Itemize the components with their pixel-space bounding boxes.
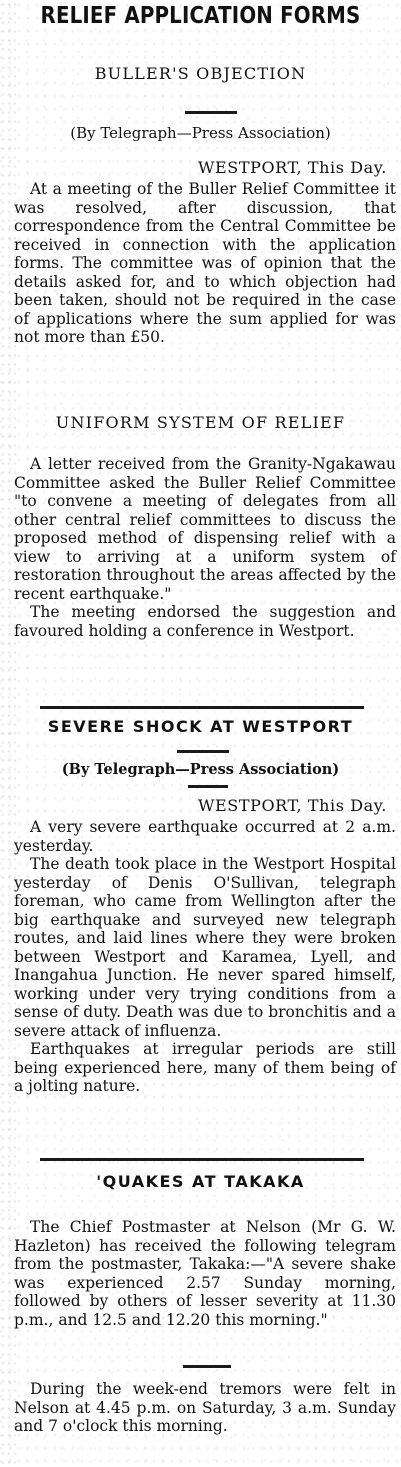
section-rule xyxy=(177,750,229,753)
press-credit: (By Telegraph—Press Association) xyxy=(61,761,340,778)
section-rule xyxy=(185,111,237,114)
paragraph: The meeting endorsed the suggestion and favoured holding a conference in Westport. xyxy=(14,603,396,640)
article-title: RELIEF APPLICATION FORMS xyxy=(40,3,361,29)
section-heading-quakes-takaka: 'QUAKES AT TAKAKA xyxy=(96,1172,305,1191)
section-heading-bullers-objection: BULLER'S OBJECTION xyxy=(94,64,307,83)
section-heading-uniform-system: UNIFORM SYSTEM OF RELIEF xyxy=(55,413,346,432)
paragraph: During the week-end tremors were felt in Nelson at 4.45 p.m. on Saturday, 3 a.m. Sunday and 7 o'clock this morning. xyxy=(14,1380,396,1435)
dateline: WESTPORT, This Day. xyxy=(197,796,387,815)
article-body-section4 xyxy=(14,1218,396,1329)
paragraph: At a meeting of the Buller Relief Committee it was resolved, after discussion, that correspondence from the Central Committee be received in connection with the application forms. The committee was of opinion that the details asked for, and to which objection had been taken, should not be required in the case of applications where the sum applied for was not more than £50. xyxy=(14,180,396,346)
paragraph: A letter received from the Granity-Ngakawau Committee asked the Buller Relief Committee "to convene a meeting of delegates from all other central relief committees to discuss the proposed method of dispensing relief with a view to arriving at a uniform system of restoration throughout the areas affected by the recent earthquake." xyxy=(14,455,396,603)
article-body-section3 xyxy=(14,818,396,1096)
section-rule xyxy=(183,1365,231,1368)
press-credit: (By Telegraph—Press Association) xyxy=(70,124,331,142)
paragraph: The Chief Postmaster at Nelson (Mr G. W. Hazleton) has received the following telegram from the postmaster, Takaka:—"A severe shake was experienced 2.57 Sunday morning, followed by others of lesser severity at 11.30 p.m., and 12.5 and 12.20 this morning." xyxy=(14,1218,396,1329)
article-body-section2 xyxy=(14,455,396,640)
article-body-section1 xyxy=(14,180,396,347)
section-rule xyxy=(188,785,228,788)
section-heading-severe-shock: SEVERE SHOCK AT WESTPORT xyxy=(47,717,354,736)
dateline: WESTPORT, This Day. xyxy=(197,158,387,177)
section-divider xyxy=(40,706,364,709)
paragraph: The death took place in the Westport Hospital yesterday of Denis O'Sullivan, telegraph foreman, who came from Wellington after the big earthquake and surveyed new telegraph routes, and laid lines where they were broken between Westport and Karamea, Lyell, and Inangahua Junction. He never spared himself, working under very trying conditions from a sense of duty. Death was due to bronchitis and a severe attack of influenza. xyxy=(14,855,396,1040)
section-divider xyxy=(40,1158,364,1161)
paragraph: A very severe earthquake occurred at 2 a.m. yesterday. xyxy=(14,818,396,855)
article-body-section4-continued xyxy=(14,1380,396,1436)
paragraph: Earthquakes at irregular periods are still being experienced here, many of them being of a jolting nature. xyxy=(14,1040,396,1095)
